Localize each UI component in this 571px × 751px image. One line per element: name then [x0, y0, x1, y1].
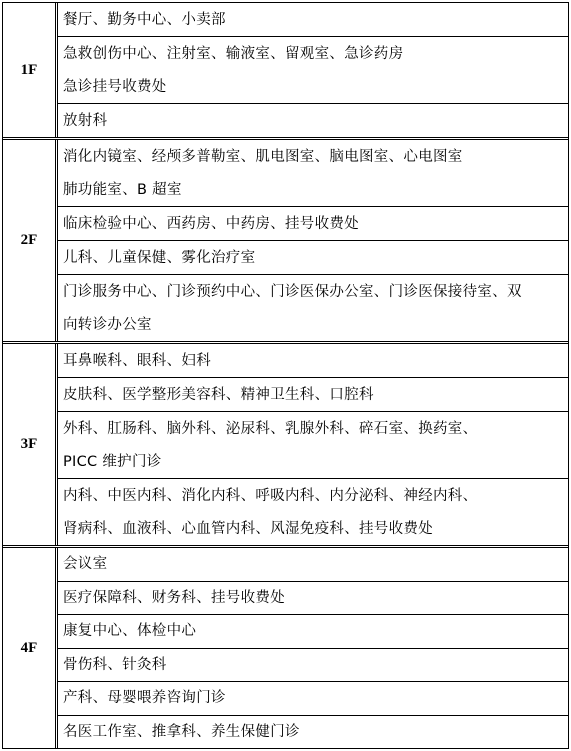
floor-rows	[55, 548, 568, 748]
department-list-text: 急救创伤中心、注射室、输液室、留观室、急诊药房	[63, 45, 404, 62]
department-list-text: 外科、肛肠科、脑外科、泌尿科、乳腺外科、碎石室、换药室、	[63, 420, 478, 437]
department-list-text: 儿科、儿童保健、雾化治疗室	[63, 249, 256, 266]
floor-section-1f	[3, 3, 568, 137]
floor-label: 2F	[20, 232, 38, 248]
table-row	[58, 36, 568, 103]
department-list-text: 名医工作室、推拿科、养生保健门诊	[63, 723, 300, 740]
department-list-text: 门诊服务中心、门诊预约中心、门诊医保办公室、门诊医保接待室、双	[63, 283, 522, 300]
department-list-text: 医疗保障科、财务科、挂号收费处	[63, 589, 285, 606]
table-row	[58, 681, 568, 715]
floor-section-4f	[3, 545, 568, 748]
table-row	[58, 274, 568, 341]
floor-directory-table	[2, 2, 569, 749]
department-list-text: 会议室	[63, 556, 108, 573]
table-row	[58, 581, 568, 615]
table-row	[58, 140, 568, 206]
floor-rows	[55, 344, 568, 545]
table-row	[58, 715, 568, 749]
table-row	[58, 614, 568, 648]
department-list-text: 急诊挂号收费处	[63, 78, 167, 95]
table-row	[58, 103, 568, 137]
department-list-text: 肾病科、血液科、心血管内科、风湿免疫科、挂号收费处	[63, 520, 433, 537]
department-list-text: 临床检验中心、西药房、中药房、挂号收费处	[63, 215, 359, 232]
table-row	[58, 478, 568, 545]
table-row	[58, 648, 568, 682]
department-list-text: 康复中心、体检中心	[63, 623, 197, 640]
table-row	[58, 377, 568, 411]
department-list-text: 骨伤科、针灸科	[63, 656, 167, 673]
table-row	[58, 206, 568, 240]
table-row	[58, 411, 568, 478]
table-row	[58, 3, 568, 36]
floor-rows	[55, 140, 568, 341]
table-row	[58, 240, 568, 274]
department-list-text: 皮肤科、医学整形美容科、精神卫生科、口腔科	[63, 386, 374, 403]
floor-rows	[55, 3, 568, 137]
floor-label: 4F	[20, 639, 38, 656]
table-row	[58, 548, 568, 581]
table-row	[58, 344, 568, 377]
department-list-text: 肺功能室、B 超室	[63, 181, 182, 198]
floor-label: 1F	[20, 61, 38, 78]
department-list-text: 向转诊办公室	[63, 316, 152, 333]
department-list-text: 产科、母婴喂养咨询门诊	[63, 690, 226, 707]
floor-section-3f	[3, 341, 568, 545]
department-list-text: 餐厅、勤务中心、小卖部	[63, 11, 226, 28]
floor-section-2f	[3, 137, 568, 341]
department-list-text: 内科、中医内科、消化内科、呼吸内科、内分泌科、神经内科、	[63, 487, 478, 504]
department-list-text: PICC 维护门诊	[63, 453, 162, 470]
department-list-text: 放射科	[63, 112, 108, 129]
department-list-text: 耳鼻喉科、眼科、妇科	[63, 352, 211, 369]
floor-label: 3F	[20, 436, 38, 452]
department-list-text: 消化内镜室、经颅多普勒室、肌电图室、脑电图室、心电图室	[63, 148, 463, 165]
